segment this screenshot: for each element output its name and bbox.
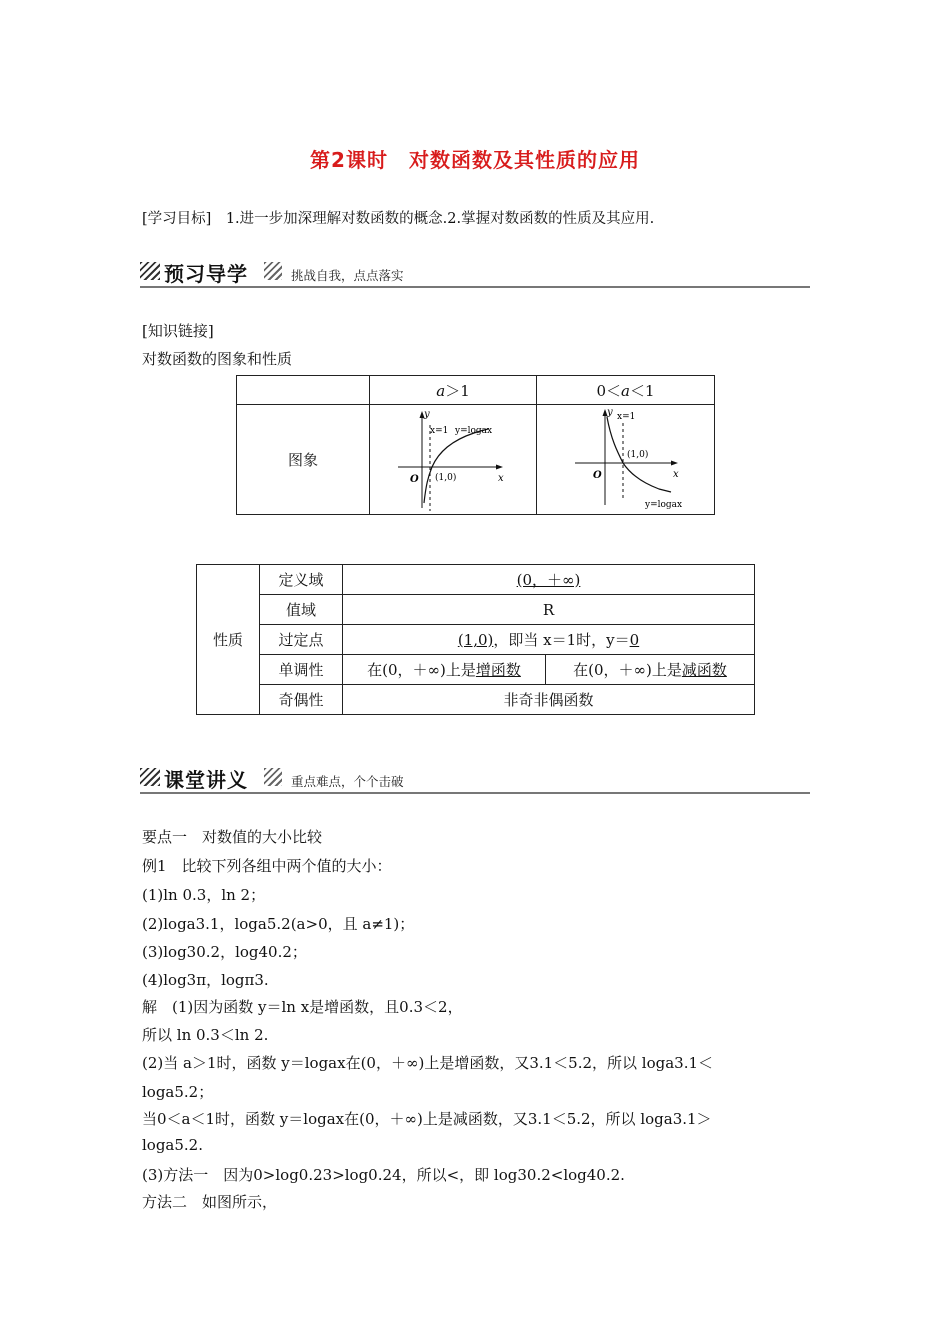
- property-label: 性质: [197, 565, 260, 715]
- domain-value: (0，＋∞): [343, 565, 755, 595]
- axis-y-label: y: [424, 409, 430, 420]
- text-line: 当0＜a＜1时，函数 y＝logax在(0，＋∞)上是减函数，又3.1＜5.2，所以 loga3.1＞: [142, 1110, 712, 1128]
- solution-line: 解 (1)因为函数 y＝ln x是增函数，且0.3＜2，: [142, 998, 463, 1016]
- divider: [140, 286, 810, 288]
- graph-increasing: [370, 405, 537, 515]
- text-line: (3)方法一 因为0>log0.23>log0.24，所以<，即 log30.2<log40.2.: [142, 1166, 625, 1184]
- monotonicity-decreasing: 在(0，＋∞)上是减函数: [546, 655, 755, 685]
- header-a-gt-1: a＞1: [370, 376, 537, 405]
- text-line: loga5.2；: [142, 1083, 214, 1101]
- origin-label: O: [593, 470, 602, 481]
- monotonicity-increasing: 在(0，＋∞)上是增函数: [343, 655, 546, 685]
- domain-label: 定义域: [260, 565, 343, 595]
- graph-decreasing: [537, 405, 715, 515]
- origin-label: O: [410, 474, 419, 485]
- property-table: [196, 564, 755, 715]
- text-line: (2)loga3.1，loga5.2(a>0，且 a≠1)；: [142, 915, 415, 933]
- example-heading: 例1 比较下列各组中两个值的大小：: [142, 857, 392, 875]
- banner-hatch-icon: [140, 768, 160, 786]
- parity-label: 奇偶性: [260, 685, 343, 715]
- text-line: 方法二 如图所示，: [142, 1193, 278, 1211]
- line-x1-label: x=1: [430, 426, 449, 436]
- axis-x-label: x: [498, 473, 504, 484]
- text-line: (2)当 a＞1时，函数 y＝logax在(0，＋∞)上是增函数，又3.1＜5.2，所以 loga3.1＜: [142, 1054, 714, 1072]
- banner-hatch-icon: [264, 768, 282, 786]
- fixed-point-value: (1,0)，即当 x＝1时，y＝0: [343, 625, 755, 655]
- function-label: y=logax: [455, 426, 493, 436]
- header-a-lt-1: 0＜a＜1: [537, 376, 715, 405]
- banner-hatch-icon: [140, 262, 160, 280]
- axis-y-label: y: [607, 407, 613, 418]
- banner-heading: 课堂讲义: [164, 768, 248, 792]
- key-point-heading: 要点一 对数值的大小比较: [142, 828, 323, 846]
- parity-value: 非奇非偶函数: [343, 685, 755, 715]
- divider: [140, 792, 810, 794]
- row-label-graph: 图象: [237, 405, 370, 515]
- knowledge-link-label: [知识链接]: [142, 322, 214, 340]
- monotonicity-label: 单调性: [260, 655, 343, 685]
- point-label: (1,0): [435, 473, 457, 483]
- graph-table: [236, 375, 715, 515]
- log-graph-increasing: [370, 405, 536, 514]
- function-label: y=logax: [645, 500, 683, 510]
- text-line: (4)log3π，logπ3.: [142, 971, 269, 989]
- point-label: (1,0): [627, 450, 649, 460]
- banner-heading: 预习导学: [164, 262, 248, 286]
- log-graph-decreasing: [537, 405, 714, 514]
- banner-subheading: 重点难点，个个击破: [291, 774, 404, 789]
- learning-goal: [学习目标] 1.进一步加深理解对数函数的概念.2.掌握对数函数的性质及其应用.: [142, 211, 655, 227]
- text-line: (1)ln 0.3，ln 2；: [142, 886, 266, 904]
- empty-cell: [237, 376, 370, 405]
- banner-subheading: 挑战自我，点点落实: [291, 268, 404, 283]
- section-banner-preview: [140, 258, 810, 288]
- line-x1-label: x=1: [617, 412, 636, 422]
- page-title: 第2课时 对数函数及其性质的应用: [310, 148, 640, 172]
- text-line: 所以 ln 0.3＜ln 2.: [142, 1026, 269, 1044]
- range-label: 值域: [260, 595, 343, 625]
- range-value: R: [343, 595, 755, 625]
- graph-table-caption: 对数函数的图象和性质: [142, 350, 293, 368]
- text-line: (3)log30.2，log40.2；: [142, 943, 307, 961]
- axis-x-label: x: [673, 469, 679, 480]
- fixed-point-label: 过定点: [260, 625, 343, 655]
- section-banner-lecture: [140, 764, 810, 794]
- banner-hatch-icon: [264, 262, 282, 280]
- text-line: loga5.2.: [142, 1136, 203, 1154]
